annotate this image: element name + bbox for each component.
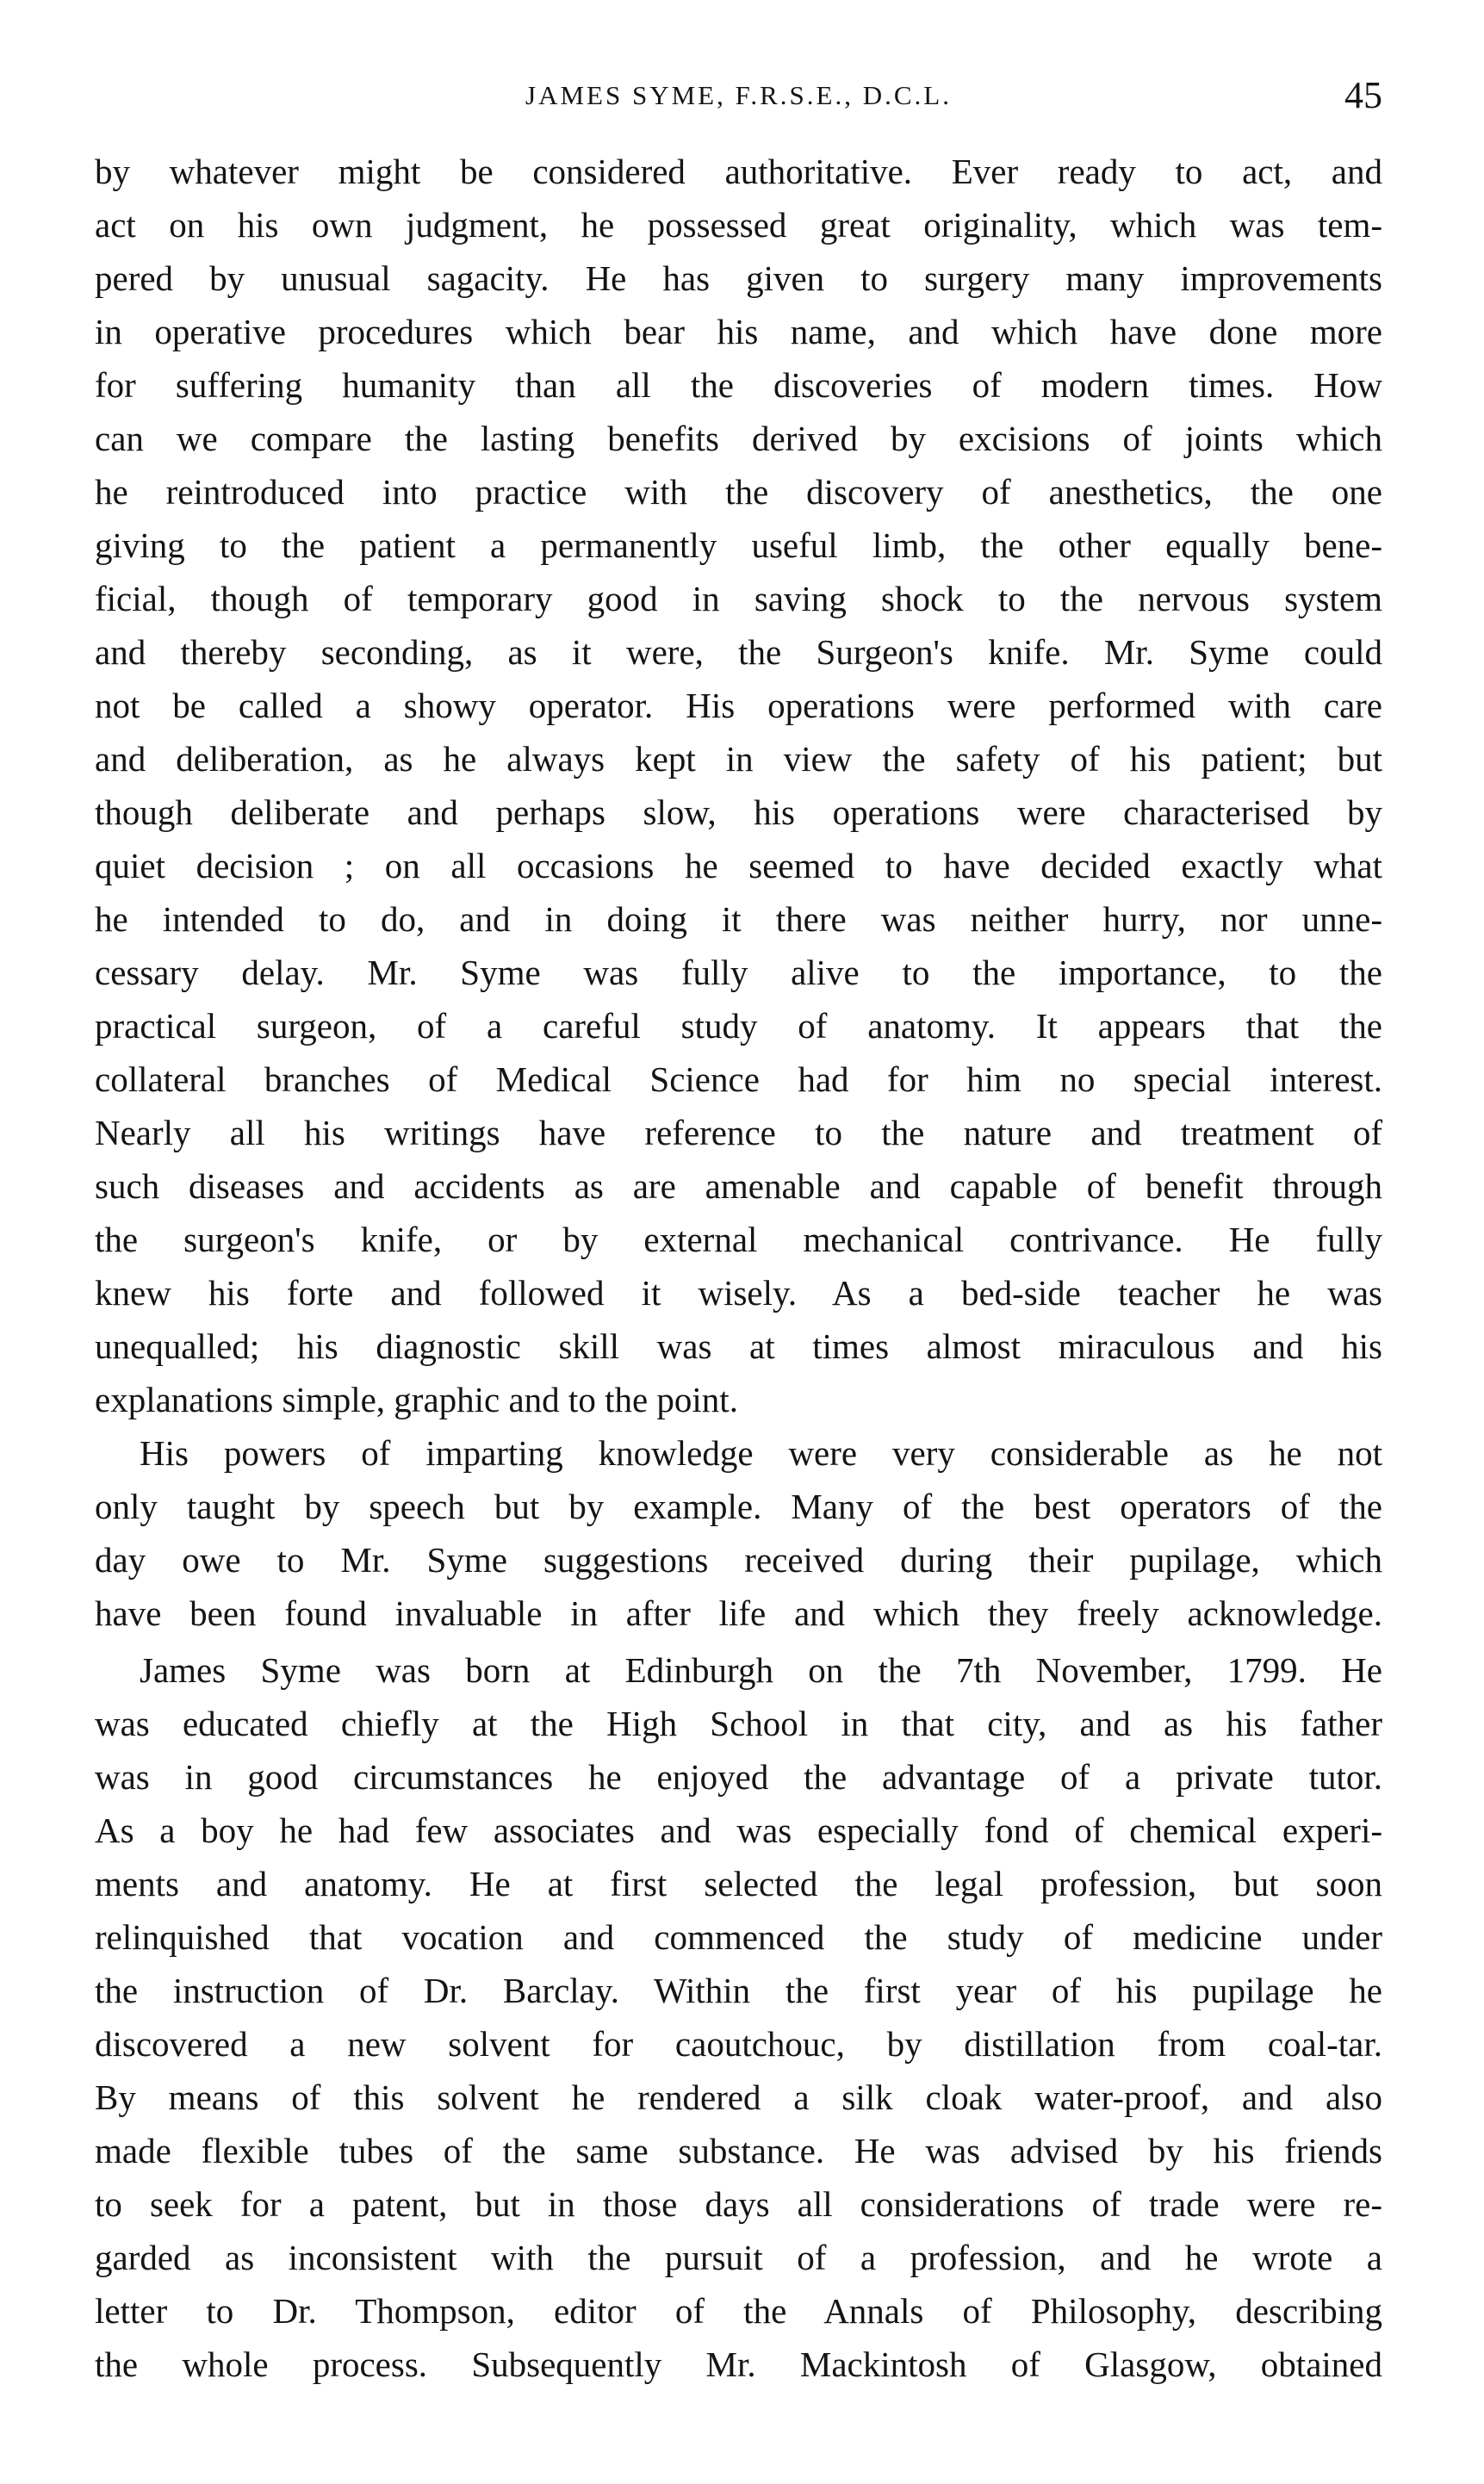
text-line: cessary delay. Mr. Syme was fully alive to the importance, to the [95,953,1382,992]
text-line: have been found invaluable in after life and which they freely acknowledge. [95,1593,1382,1633]
text-line: to seek for a patent, but in those days all considerations of trade were re- [95,2184,1382,2224]
text-line: His powers of imparting knowledge were very considerable as he not [140,1433,1382,1473]
text-line: ficial, though of temporary good in saving shock to the nervous system [95,579,1382,618]
text-line: was educated chiefly at the High School in that city, and as his father [95,1704,1382,1743]
text-line: knew his forte and followed it wisely. As a bed-side teacher he was [95,1273,1382,1313]
text-line: collateral branches of Medical Science had for him no special interest. [95,1059,1382,1099]
text-line: by whatever might be considered authoritative. Ever ready to act, and [95,152,1382,191]
text-line: practical surgeon, of a careful study of anatomy. It appears that the [95,1006,1382,1046]
text-line: relinquished that vocation and commenced the study of medicine under [95,1917,1382,1957]
running-header [95,73,1382,125]
text-line: such diseases and accidents as are amenable and capable of benefit through [95,1166,1382,1206]
text-line: letter to Dr. Thompson, editor of the Annals of Philosophy, describing [95,2291,1382,2331]
text-line: made flexible tubes of the same substance. He was advised by his friends [95,2131,1382,2170]
text-line: giving to the patient a permanently useful limb, the other equally bene- [95,525,1382,565]
text-line: the whole process. Subsequently Mr. Mackintosh of Glasgow, obtained [95,2344,1382,2384]
text-line: unequalled; his diagnostic skill was at times almost miraculous and his [95,1326,1382,1366]
text-line: the surgeon's knife, or by external mechanical contrivance. He fully [95,1220,1382,1259]
text-line: he reintroduced into practice with the discovery of anesthetics, the one [95,472,1382,512]
text-line: garded as inconsistent with the pursuit of a profession, and he wrote a [95,2238,1382,2277]
text-line: By means of this solvent he rendered a silk cloak water-proof, and also [95,2077,1382,2117]
page-number: 45 [1344,74,1382,116]
body-text [95,145,1382,2391]
text-line: only taught by speech but by example. Many of the best operators of the [95,1487,1382,1526]
text-line: Nearly all his writings have reference to the nature and treatment of [95,1113,1382,1152]
text-line: As a boy he had few associates and was especially fond of chemical experi- [95,1810,1382,1850]
running-title: JAMES SYME, F.R.S.E., D.C.L. [525,80,952,110]
text-line: in operative procedures which bear his name, and which have done more [95,312,1382,351]
text-line: pered by unusual sagacity. He has given to surgery many improvements [95,258,1382,298]
text-line: discovered a new solvent for caoutchouc, by distillation from coal-tar. [95,2024,1382,2064]
text-line: was in good circumstances he enjoyed the advantage of a private tutor. [95,1757,1382,1797]
text-line: act on his own judgment, he possessed great originality, which was tem- [95,205,1382,245]
text-line: can we compare the lasting benefits derived by excisions of joints which [95,419,1382,458]
text-line: James Syme was born at Edinburgh on the 7th November, 1799. He [140,1650,1382,1690]
text-line: quiet decision ; on all occasions he seemed to have decided exactly what [95,846,1382,885]
text-line: not be called a showy operator. His operations were performed with care [95,686,1382,725]
text-line: and deliberation, as he always kept in view the safety of his patient; but [95,739,1382,779]
text-line: ments and anatomy. He at first selected the legal profession, but soon [95,1864,1382,1903]
text-line: and thereby seconding, as it were, the Surgeon's knife. Mr. Syme could [95,632,1382,672]
text-line: the instruction of Dr. Barclay. Within the first year of his pupilage he [95,1971,1382,2010]
text-line: for suffering humanity than all the discoveries of modern times. How [95,365,1382,405]
text-line: though deliberate and perhaps slow, his operations were characterised by [95,792,1382,832]
text-line: he intended to do, and in doing it there was neither hurry, nor unne- [95,899,1382,939]
text-line: day owe to Mr. Syme suggestions received during their pupilage, which [95,1540,1382,1580]
text-line: explanations simple, graphic and to the point. [95,1380,738,1419]
